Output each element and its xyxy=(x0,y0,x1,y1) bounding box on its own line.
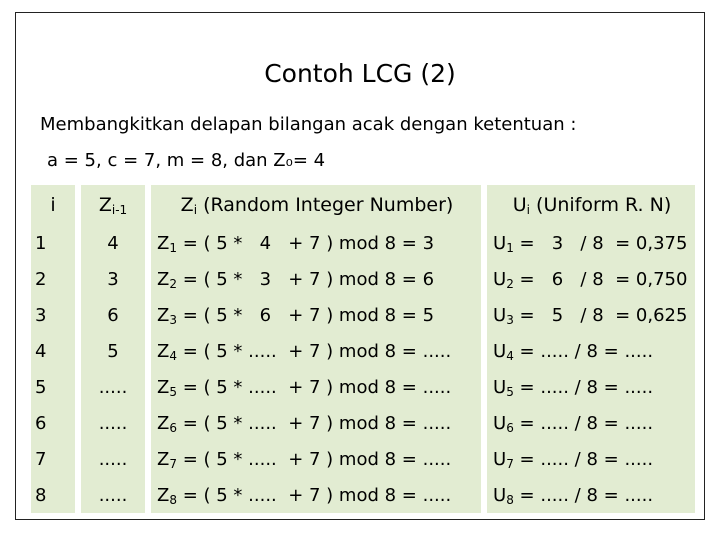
ui-letter: U xyxy=(493,448,507,470)
cell-z-prev: ..... xyxy=(81,477,145,513)
table-row xyxy=(31,405,695,441)
cell-ui xyxy=(487,477,695,513)
lcg-table xyxy=(25,185,701,513)
header-i: i xyxy=(31,185,75,225)
cell-ui xyxy=(487,333,695,369)
ui-expression: = ..... / 8 = ..... xyxy=(513,484,654,506)
zi-expression: = ( 5 * ..... + 7 ) mod 8 = ..... xyxy=(176,448,452,470)
cell-zi xyxy=(151,261,481,297)
ui-expression: = ..... / 8 = ..... xyxy=(513,340,654,362)
zi-letter: Z xyxy=(157,340,170,362)
zi-subscript: 2 xyxy=(169,276,177,291)
cell-zi xyxy=(151,297,481,333)
zi-expression: = ( 5 * ..... + 7 ) mod 8 = ..... xyxy=(176,376,452,398)
cell-zi xyxy=(151,333,481,369)
slide-title: Contoh LCG (2) xyxy=(264,59,456,88)
header-z-prev-sub: i-1 xyxy=(111,203,128,217)
header-ui-sub: i xyxy=(526,203,530,217)
zi-expression: = ( 5 * ..... + 7 ) mod 8 = ..... xyxy=(176,340,452,362)
ui-expression: = ..... / 8 = ..... xyxy=(513,376,654,398)
table-row xyxy=(31,369,695,405)
cell-z-prev: 3 xyxy=(81,261,145,297)
header-zi-letter: Z xyxy=(180,194,194,216)
table-row xyxy=(31,261,695,297)
ui-letter: U xyxy=(493,412,507,434)
cell-zi xyxy=(151,225,481,261)
ui-letter: U xyxy=(493,340,507,362)
header-zi xyxy=(151,185,481,225)
ui-subscript: 1 xyxy=(506,240,514,255)
ui-letter: U xyxy=(493,232,507,254)
ui-letter: U xyxy=(493,484,507,506)
zi-subscript: 4 xyxy=(169,348,177,363)
cell-z-prev: 5 xyxy=(81,333,145,369)
ui-subscript: 5 xyxy=(506,384,514,399)
table-row xyxy=(31,297,695,333)
zi-letter: Z xyxy=(157,268,170,290)
intro-text: Membangkitkan delapan bilangan acak dengan ketentuan : xyxy=(40,114,577,135)
cell-i: 1 xyxy=(31,225,75,261)
cell-ui xyxy=(487,225,695,261)
zi-expression: = ( 5 * 3 + 7 ) mod 8 = 6 xyxy=(176,268,435,290)
cell-i: 5 xyxy=(31,369,75,405)
table-row xyxy=(31,441,695,477)
cell-zi xyxy=(151,441,481,477)
ui-expression: = 5 / 8 = 0,625 xyxy=(513,304,688,326)
ui-subscript: 7 xyxy=(506,456,514,471)
zi-letter: Z xyxy=(157,232,170,254)
ui-subscript: 2 xyxy=(506,276,514,291)
ui-subscript: 4 xyxy=(506,348,514,363)
cell-i: 6 xyxy=(31,405,75,441)
ui-subscript: 8 xyxy=(506,492,514,507)
zi-expression: = ( 5 * ..... + 7 ) mod 8 = ..... xyxy=(176,412,452,434)
ui-expression: = 6 / 8 = 0,750 xyxy=(513,268,688,290)
zi-letter: Z xyxy=(157,412,170,434)
cell-ui xyxy=(487,441,695,477)
table-row xyxy=(31,333,695,369)
cell-i: 8 xyxy=(31,477,75,513)
cell-z-prev: 4 xyxy=(81,225,145,261)
cell-i: 7 xyxy=(31,441,75,477)
zi-expression: = ( 5 * 6 + 7 ) mod 8 = 5 xyxy=(176,304,435,326)
zi-subscript: 8 xyxy=(169,492,177,507)
header-zi-sub: i xyxy=(193,203,198,217)
cell-zi xyxy=(151,477,481,513)
zi-expression: = ( 5 * 4 + 7 ) mod 8 = 3 xyxy=(176,232,435,254)
zi-letter: Z xyxy=(157,448,170,470)
ui-subscript: 3 xyxy=(506,312,514,327)
ui-subscript: 6 xyxy=(506,420,514,435)
cell-z-prev: ..... xyxy=(81,369,145,405)
ui-expression: = ..... / 8 = ..... xyxy=(513,448,654,470)
cell-ui xyxy=(487,369,695,405)
parameters-text: a = 5, c = 7, m = 8, dan Z₀= 4 xyxy=(47,150,326,171)
cell-z-prev: ..... xyxy=(81,405,145,441)
cell-z-prev: ..... xyxy=(81,441,145,477)
zi-letter: Z xyxy=(157,484,170,506)
ui-letter: U xyxy=(493,268,507,290)
table-header-row xyxy=(31,185,695,225)
zi-subscript: 7 xyxy=(169,456,177,471)
zi-expression: = ( 5 * ..... + 7 ) mod 8 = ..... xyxy=(176,484,452,506)
cell-ui xyxy=(487,405,695,441)
ui-letter: U xyxy=(493,304,507,326)
cell-i: 4 xyxy=(31,333,75,369)
cell-i: 3 xyxy=(31,297,75,333)
zi-subscript: 5 xyxy=(169,384,177,399)
ui-expression: = 3 / 8 = 0,375 xyxy=(513,232,688,254)
zi-letter: Z xyxy=(157,304,170,326)
header-zi-text: (Random Integer Number) xyxy=(197,194,454,216)
header-z-prev xyxy=(81,185,145,225)
ui-expression: = ..... / 8 = ..... xyxy=(513,412,654,434)
header-z-prev-letter: Z xyxy=(98,194,112,216)
table-row xyxy=(31,225,695,261)
cell-z-prev: 6 xyxy=(81,297,145,333)
cell-zi xyxy=(151,369,481,405)
zi-subscript: 1 xyxy=(169,240,177,255)
ui-letter: U xyxy=(493,376,507,398)
header-ui xyxy=(487,185,695,225)
cell-ui xyxy=(487,297,695,333)
cell-ui xyxy=(487,261,695,297)
cell-i: 2 xyxy=(31,261,75,297)
zi-letter: Z xyxy=(157,376,170,398)
zi-subscript: 6 xyxy=(169,420,177,435)
header-ui-letter: U xyxy=(512,194,527,216)
cell-zi xyxy=(151,405,481,441)
zi-subscript: 3 xyxy=(169,312,177,327)
table-row xyxy=(31,477,695,513)
header-ui-text: (Uniform R. N) xyxy=(530,194,672,216)
